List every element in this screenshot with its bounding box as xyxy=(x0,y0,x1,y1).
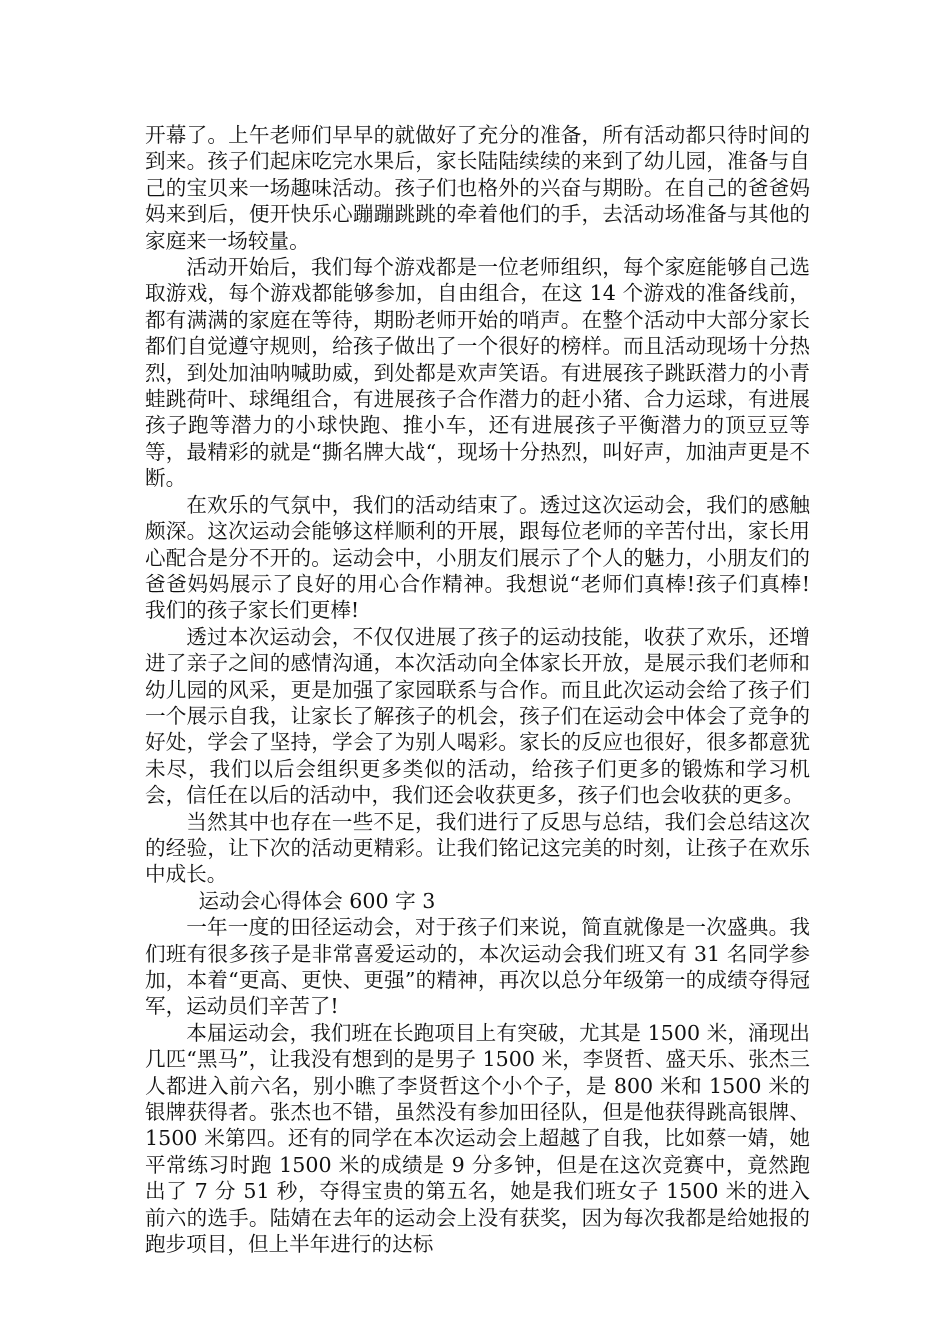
paragraph-benefits: 透过本次运动会，不仅仅进展了孩子的运动技能，收获了欢乐，还增进了亲子之间的感情沟通，本次活动向全体家长开放，是展示我们老师和幼儿园的风采，更是加强了家园联系与合作。而且此次运动会给了孩子们一个展示自我，让家长了解孩子的机会，孩子们在运动会中体会了竞争的好处，学会了坚持，学会了为别人喝彩。家长的反应也很好，很多都意犹未尽，我们以后会组织更多类似的活动，给孩子们更多的锻炼和学习机会，信任在以后的活动中，我们还会收获更多，孩子们也会收获的更多。 xyxy=(145,624,810,808)
paragraph-activity-start: 活动开始后，我们每个游戏都是一位老师组织，每个家庭能够自己选取游戏，每个游戏都能够参加，自由组合，在这 14 个游戏的准备线前，都有满满的家庭在等待，期盼老师开始的哨声。在整个活动中大部分家长都们自觉遵守规则，给孩子做出了一个很好的榜样。而且活动现场十分热烈，到处加油呐喊助威，到处都是欢声笑语。有进展孩子跳跃潜力的小青蛙跳荷叶、球绳组合，有进展孩子合作潜力的赶小猪、合力运球，有进展孩子跑等潜力的小球快跑、推小车，还有进展孩子平衡潜力的顶豆豆等等，最精彩的就是“撕名牌大战“，现场十分热烈，叫好声，加油声更是不断。 xyxy=(145,255,810,491)
paragraph-long-distance: 本届运动会，我们班在长跑项目上有突破，尤其是 1500 米，涌现出几匹“黑马”，让我没有想到的是男子 1500 米，李贤哲、盛天乐、张杰三人都进入前六名，别小瞧了李贤哲这个小个子，是 800 米和 1500 米的银牌获得者。张杰也不错，虽然没有参加田径队，但是他获得跳高银牌、1500 米第四。还有的同学在本次运动会上超越了自我，比如蔡一婧，她平常练习时跑 1500 米的成绩是 9 分多钟，但是在这次竞赛中，竟然跑出了 7 分 51 秒，夺得宝贵的第五名，她是我们班女子 1500 米的进入前六的选手。陆婧在去年的运动会上没有获奖，因为每次我都是给她报的跑步项目，但上半年进行的达标 xyxy=(145,1020,810,1257)
paragraph-continuation: 开幕了。上午老师们早早的就做好了充分的准备，所有活动都只待时间的到来。孩子们起床吃完水果后，家长陆陆续续的来到了幼儿园，准备与自己的宝贝来一场趣味活动。孩子们也格外的兴奋与期盼。在自己的爸爸妈妈来到后，便开快乐心蹦蹦跳跳的牵着他们的手，去活动场准备与其他的家庭来一场较量。 xyxy=(145,123,810,253)
paragraph-activity-end: 在欢乐的气氛中，我们的活动结束了。透过这次运动会，我们的感触颇深。这次运动会能够这样顺利的开展，跟每位老师的辛苦付出，家长用心配合是分不开的。运动会中，小朋友们展示了个人的魅力，小朋友们的爸爸妈妈展示了良好的用心合作精神。我想说“老师们真棒!孩子们真棒!我们的孩子家长们更棒! xyxy=(145,492,810,623)
document-page xyxy=(145,122,810,1257)
section-heading: 运动会心得体会 600 字 3 xyxy=(198,888,436,913)
paragraph-sports-meet-intro: 一年一度的田径运动会，对于孩子们来说，简直就像是一次盛典。我们班有很多孩子是非常喜爱运动的，本次运动会我们班又有 31 名同学参加，本着“更高、更快、更强”的精神，再次以总分年级第一的成绩夺得冠军，运动员们辛苦了! xyxy=(145,915,810,1019)
paragraph-reflection: 当然其中也存在一些不足，我们进行了反思与总结，我们会总结这次的经验，让下次的活动更精彩。让我们铭记这完美的时刻，让孩子在欢乐中成长。 xyxy=(145,809,810,887)
